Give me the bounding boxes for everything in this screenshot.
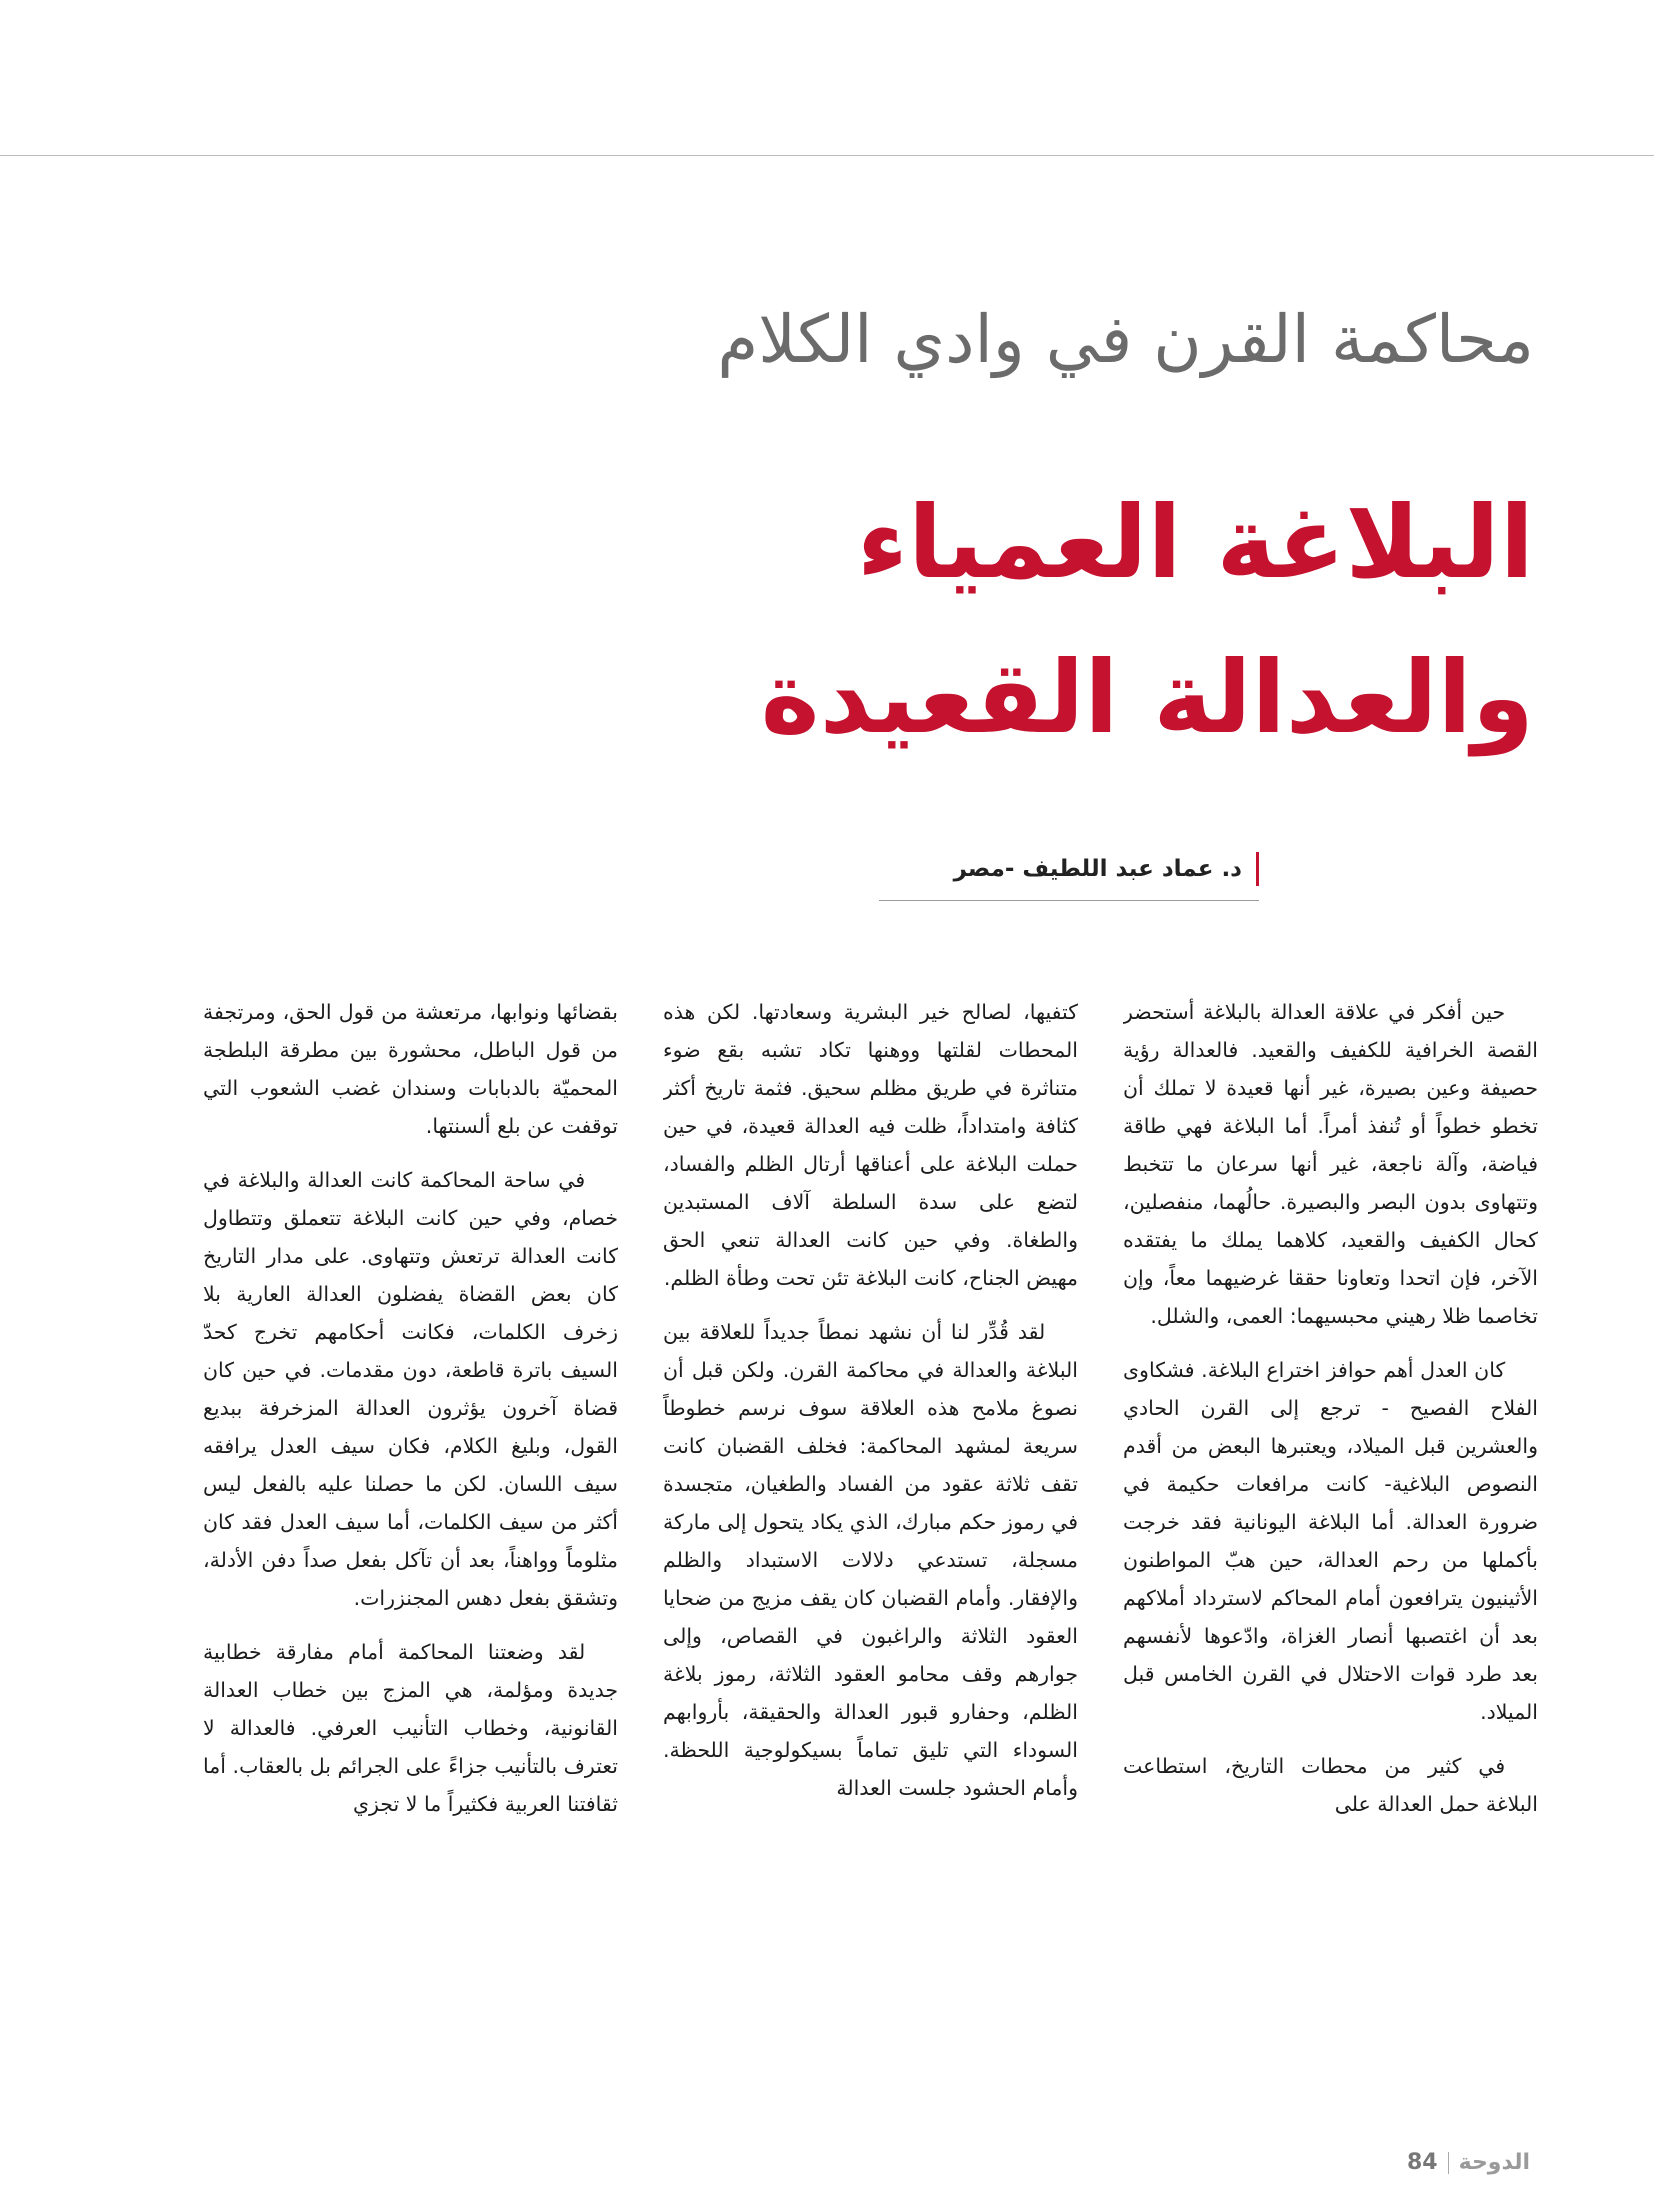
paragraph: في ساحة المحاكمة كانت العدالة والبلاغة في خصام، وفي حين كانت البلاغة تتعملق وتتطاول كانت العدالة ترتعش وتتهاوى. على مدار التاريخ كان بعض القضاة يفضلون العدالة العارية بلا زخرف الكلمات، فكانت أحكامهم تخرج كحدّ السيف باترة قاطعة، دون مقدمات. في حين كان قضاة آخرون يؤثرون العدالة المزخرفة ببديع القول، وبليغ الكلام، فكان سيف العدل يرافقه سيف اللسان. لكن ما حصلنا عليه بالفعل ليس أكثر من سيف الكلمات، أما سيف العدل فقد كان مثلوماً وواهناً، بعد أن تآكل بفعل صداً دفن الأدلة، وتشقق بفعل دهس المجنزرات. (203, 1168, 618, 1610)
author-name: د. عماد عبد اللطيف -مصر (953, 856, 1242, 882)
paragraph: بقضائها ونوابها، مرتعشة من قول الحق، ومرتجفة من قول الباطل، محشورة بين مطرقة البلطجة المحميّة بالدبابات وسندان غضب الشعوب التي توقفت عن بلع ألسنتها. (203, 1000, 618, 1138)
footer-divider (1448, 2152, 1449, 2174)
paragraph: لقد قُدِّر لنا أن نشهد نمطاً جديداً للعلاقة بين البلاغة والعدالة في محاكمة القرن. ولكن قبل أن نصوغ ملامح هذه العلاقة سوف نرسم خطوطاً سريعة لمشهد المحاكمة: فخلف القضبان كانت تقف ثلاثة عقود من الفساد والطغيان، متجسدة في رموز حكم مبارك، الذي يكاد يتحول إلى ماركة مسجلة، تستدعي دلالات الاستبداد والظلم والإفقار. وأمام القضبان كان يقف مزيج من ضحايا العقود الثلاثة والراغبون في القصاص، وإلى جوارهم وقف محامو العقود الثلاثة، رموز بلاغة الظلم، وحفارو قبور العدالة والحقيقة، بأروابهم السوداء التي تليق تماماً بسيكولوجية اللحظة. وأمام الحشود جلست العدالة (663, 1320, 1078, 1800)
page-number: 84 (1406, 2150, 1438, 2175)
text-column-1 (1123, 993, 1538, 2048)
byline-accent-bar (1256, 852, 1259, 886)
page-footer (1407, 2150, 1530, 2186)
paragraph: لقد وضعتنا المحاكمة أمام مفارقة خطابية جديدة ومؤلمة، هي المزج بين خطاب العدالة القانونية، وخطاب التأنيب العرفي. فالعدالة لا تعترف بالتأنيب جزاءً على الجرائم بل بالعقاب. أما ثقافتنا العربية فكثيراً ما لا تجزي (203, 1640, 618, 1816)
paragraph: حين أفكر في علاقة العدالة بالبلاغة أستحضر القصة الخرافية للكفيف والقعيد. فالعدالة رؤية حصيفة وعين بصيرة، غير أنها قعيدة لا تملك أن تخطو خطواً أو تُنفذ أمراً. أما البلاغة فهي طاقة فياضة، وآلة ناجعة، غير أنها سرعان ما تتخبط وتتهاوى بدون البصر والبصيرة. حالُهما، منفصلين، كحال الكفيف والقعيد، كلاهما يملك ما يفتقده الآخر، فإن اتحدا وتعاونا حققا غرضيهما معاً، وإن تخاصما ظلا رهيني محبسيهما: العمى، والشلل. (1123, 1000, 1538, 1328)
text-column-2 (663, 993, 1078, 2048)
title-line-2: والعدالة القعيدة (760, 639, 1534, 756)
paragraph: كتفيها، لصالح خير البشرية وسعادتها. لكن هذه المحطات لقلتها ووهنها تكاد تشبه بقع ضوء متناثرة في طريق مظلم سحيق. فثمة تاريخ أكثر كثافة وامتداداً، ظلت فيه العدالة قعيدة، في حين حملت البلاغة على أعناقها أرتال الظلم والفساد، لتضع على سدة السلطة آلاف المستبدين والطغاة. وفي حين كانت العدالة تنعي الحق مهيض الجناح، كانت البلاغة تئن تحت وطأة الظلم. (663, 1000, 1078, 1290)
paragraph: في كثير من محطات التاريخ، استطاعت البلاغة حمل العدالة على (1123, 1754, 1538, 1816)
top-rule (0, 155, 1654, 156)
section-kicker: محاكمة القرن في وادي الكلام (717, 301, 1534, 378)
byline (879, 852, 1259, 901)
magazine-name: الدوحة (1458, 2150, 1530, 2175)
article-title (234, 465, 1534, 775)
text-column-3 (203, 993, 618, 2048)
paragraph: كان العدل أهم حوافز اختراع البلاغة. فشكاوى الفلاح الفصيح - ترجع إلى القرن الحادي والعشرين قبل الميلاد، ويعتبرها البعض من أقدم النصوص البلاغية- كانت مرافعات حكيمة في ضرورة العدالة. أما البلاغة اليونانية فقد خرجت بأكملها من رحم العدالة، حين هبّ المواطنون الأثينيون يترافعون أمام المحاكم لاسترداد أملاكهم بعد أن اغتصبها أنصار الغزاة، وادّعوها لأنفسهم بعد طرد قوات الاحتلال في القرن الخامس قبل الميلاد. (1123, 1358, 1538, 1724)
title-line-1: البلاغة العمياء (856, 484, 1534, 601)
